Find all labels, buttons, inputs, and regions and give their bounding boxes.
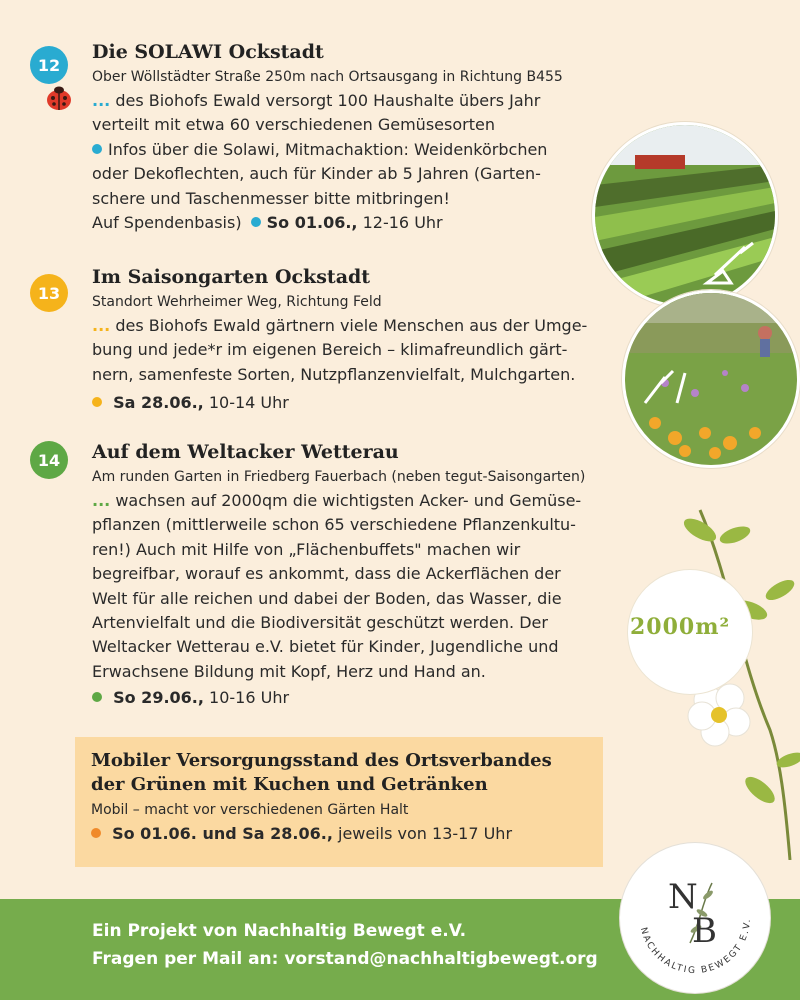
svg-text:NACHHALTIG BEWEGT E.V.: NACHHALTIG BEWEGT E.V.: [637, 917, 754, 977]
entry-date: So 29.06.,: [113, 688, 204, 708]
logo-letter-n: N: [668, 877, 698, 917]
bullet-dot-icon: [92, 397, 102, 407]
entry-text-line: Erwachsene Bildung mit Kopf, Herz und Hand an.: [92, 661, 486, 681]
logo-letter-b: B: [692, 911, 717, 951]
entry-date: Sa 28.06.,: [113, 393, 204, 413]
entry-time: 10-14 Uhr: [208, 393, 289, 413]
program-entry-12: [92, 40, 652, 235]
mobile-title: der Grünen mit Kuchen und Getränken: [91, 774, 488, 795]
entry-text-line: nern, samenfeste Sorten, Nutzpflanzenvielfalt, Mulchgarten.: [92, 364, 576, 384]
entry-number-badge: 12: [30, 46, 68, 84]
entry-text-line: pflanzen (mittlerweile schon 65 verschiedene Pflanzenkultu-: [92, 515, 576, 535]
footer-project-line: Ein Projekt von Nachhaltig Bewegt e.V.: [92, 921, 467, 941]
entry-text-line: ... wachsen auf 2000qm die wichtigsten Acker- und Gemüse-: [92, 491, 582, 510]
mobile-date-line: [91, 822, 587, 846]
entry-time: 12-16 Uhr: [362, 213, 443, 233]
entry-text-line: Artenvielfalt und die Biodiversität geschützt werden. Der: [92, 613, 548, 633]
bullet-dot-icon: [92, 692, 102, 702]
ladybug-icon: [44, 84, 74, 112]
badge-2000-label: 2000m²: [630, 614, 731, 640]
entry-text-line: verteilt mit etwa 60 verschiedenen Gemüsesorten: [92, 115, 495, 135]
program-entry-14: [92, 440, 672, 711]
mobile-stand-box: [75, 737, 603, 867]
mobile-time: jeweils von 13-17 Uhr: [338, 824, 513, 843]
mobile-title: Mobiler Versorgungsstand des Ortsverbandes: [91, 750, 552, 771]
entry-number-badge: 13: [30, 274, 68, 312]
entry-date-line: [92, 686, 672, 710]
mobile-date: So 01.06. und Sa 28.06.,: [112, 824, 333, 843]
footer-mail-line: Fragen per Mail an: vorstand@nachhaltigbewegt.org: [92, 949, 598, 969]
entry-location: Am runden Garten in Friedberg Fauerbach (neben tegut-Saisongarten): [92, 469, 586, 485]
program-entry-13: [92, 265, 652, 416]
entry-text-line: ren!) Auch mit Hilfe von „Flächenbuffets" machen wir: [92, 539, 521, 559]
entry-title: Auf dem Weltacker Wetterau: [92, 441, 399, 463]
nachhaltig-bewegt-logo: [620, 843, 770, 993]
entry-date-line: [92, 391, 652, 415]
entry-text-line: Weltacker Wetterau e.V. bietet für Kinder, Jugendliche und: [92, 637, 559, 657]
weltacker-2000-badge: [628, 570, 752, 694]
entry-text-line: begreifbar, worauf es ankommt, dass die Ackerflächen der: [92, 564, 561, 584]
bullet-dot-icon: [251, 217, 261, 227]
entry-number-badge: 14: [30, 441, 68, 479]
bullet-dot-icon: [91, 828, 101, 838]
entry-text-line: ... des Biohofs Ewald versorgt 100 Haushalte übers Jahr: [92, 91, 541, 110]
entry-text-line: Welt für alle reichen und dabei der Boden, das Wasser, die: [92, 588, 562, 608]
entry-info-line: Infos über die Solawi, Mitmachaktion: Weidenkörbchen: [92, 138, 652, 162]
entry-info-line: Auf Spendenbasis) So 01.06., 12-16 Uhr: [92, 213, 443, 233]
entry-info-line: oder Dekoflechten, auch für Kinder ab 5 Jahren (Garten-: [92, 164, 541, 184]
entry-title: Die SOLAWI Ockstadt: [92, 41, 324, 63]
entry-location: Ober Wöllstädter Straße 250m nach Ortsausgang in Richtung B455: [92, 69, 563, 85]
entry-date: So 01.06.,: [266, 213, 358, 233]
entry-text-line: ... des Biohofs Ewald gärtnern viele Menschen aus der Umge-: [92, 316, 588, 335]
entry-title: Im Saisongarten Ockstadt: [92, 266, 371, 288]
entry-time: 10-16 Uhr: [209, 688, 290, 708]
entry-location: Standort Wehrheimer Weg, Richtung Feld: [92, 294, 382, 310]
entry-text-line: bung und jede*r im eigenen Bereich – klimafreundlich gärt-: [92, 340, 568, 360]
mobile-subtitle: Mobil – macht vor verschiedenen Gärten Halt: [91, 802, 409, 818]
entry-info-line: schere und Taschenmesser bitte mitbringen!: [92, 188, 450, 208]
bullet-dot-icon: [92, 144, 102, 154]
